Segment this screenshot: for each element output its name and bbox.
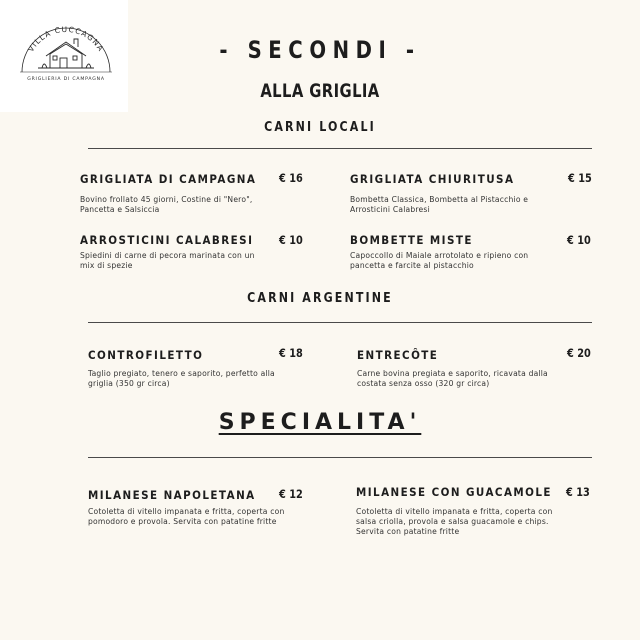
section-title-carni-locali: CARNI LOCALI (264, 120, 376, 135)
logo-tagline: GRIGLIERIA DI CAMPAGNA (27, 77, 105, 82)
section-title-specialita (0, 410, 640, 435)
item-desc-bombette: Capoccollo di Maiale arrotolato e ripieno con pancetta e farcite al pistacchio (350, 251, 529, 270)
item-desc-controfiletto: Taglio pregiato, tenero e saporito, perfetto alla griglia (350 gr circa) (88, 369, 275, 388)
item-name-arrosticini: ARROSTICINI CALABRESI (80, 233, 254, 247)
item-name-grigliata-campagna: GRIGLIATA DI CAMPAGNA (80, 172, 257, 186)
logo-brand-text: VILLA CUCCAGNA (26, 24, 106, 54)
item-desc-grigliata-campagna: Bovino frollato 45 giorni, Costine di "Nero", Pancetta e Salsiccia (80, 195, 253, 214)
divider (88, 457, 592, 458)
item-price-controfiletto: € 18 (279, 346, 303, 360)
item-price-grigliata-chiuritusa: € 15 (568, 171, 592, 185)
item-price-milanese-guacamole: € 13 (566, 485, 590, 499)
item-name-grigliata-chiuritusa: GRIGLIATA CHIURITUSA (350, 172, 515, 186)
item-price-grigliata-campagna: € 16 (279, 171, 303, 185)
item-name-controfiletto: CONTROFILETTO (88, 348, 204, 362)
specialita-text: SPECIALITA' (218, 410, 422, 435)
item-name-milanese-guacamole: MILANESE CON GUACAMOLE (356, 485, 552, 499)
item-desc-milanese-guacamole: Cotoletta di vitello impanata e fritta, coperta con salsa criolla, provola e salsa guacamole e chips. Servita con patatine fritte (356, 507, 553, 536)
item-desc-milanese-napoletana: Cotoletta di vitello impanata e fritta, coperta con pomodoro e provola. Servita con patatine fritte (88, 507, 285, 526)
section-title-carni-argentine: CARNI ARGENTINE (247, 291, 393, 306)
item-price-arrosticini: € 10 (279, 233, 303, 247)
item-price-bombette: € 10 (567, 233, 591, 247)
item-name-bombette: BOMBETTE MISTE (350, 233, 473, 247)
item-desc-entrecote: Carne bovina pregiata e saporito, ricavata dalla costata senza osso (320 gr circa) (357, 369, 548, 388)
divider (88, 322, 592, 323)
page-title: - SECONDI - (219, 36, 421, 64)
item-price-milanese-napoletana: € 12 (279, 487, 303, 501)
item-desc-grigliata-chiuritusa: Bombetta Classica, Bombetta al Pistacchio e Arrosticini Calabresi (350, 195, 529, 214)
item-desc-arrosticini: Spiedini di carne di pecora marinata con un mix di spezie (80, 251, 255, 270)
item-price-entrecote: € 20 (567, 346, 591, 360)
divider (88, 148, 592, 149)
page-subtitle: ALLA GRIGLIA (260, 80, 380, 102)
item-name-entrecote: ENTRECÔTE (357, 348, 439, 362)
item-name-milanese-napoletana: MILANESE NAPOLETANA (88, 488, 256, 502)
